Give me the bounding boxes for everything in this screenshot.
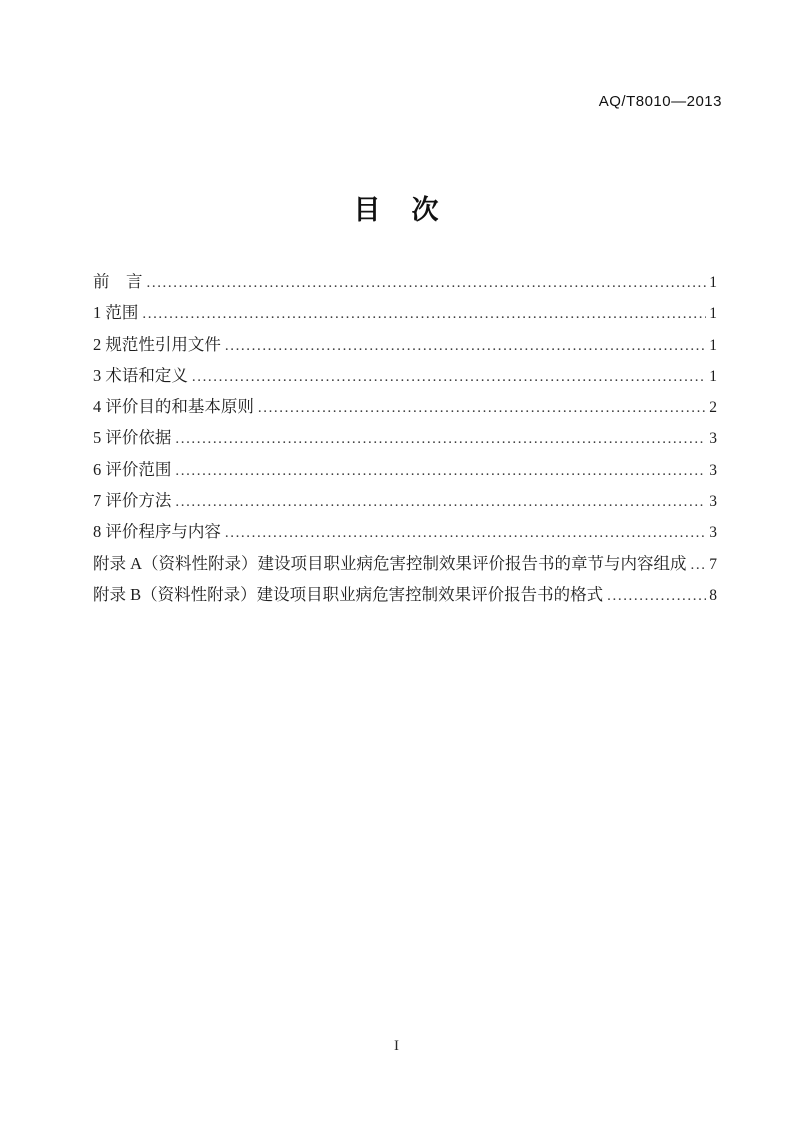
dot-leader xyxy=(175,428,706,448)
toc-entry-label: 4 评价目的和基本原则 xyxy=(93,397,254,417)
toc-entry xyxy=(93,550,717,581)
dot-leader xyxy=(175,460,706,480)
toc-entry-label: 附录 A（资料性附录）建设项目职业病危害控制效果评价报告书的章节与内容组成 xyxy=(93,553,687,573)
toc-entry-page-number: 7 xyxy=(709,555,717,573)
toc-entry xyxy=(93,299,717,330)
toc-entry xyxy=(93,487,717,518)
toc-entry-label: 前 言 xyxy=(93,272,143,291)
toc-entry xyxy=(93,456,717,487)
page-title: 目 次 xyxy=(353,195,441,225)
toc-entry-page-number: 2 xyxy=(709,399,717,417)
toc-entry xyxy=(93,362,717,393)
dot-leader xyxy=(142,303,706,323)
toc-entry-label: 附录 B（资料性附录）建设项目职业病危害控制效果评价报告书的格式 xyxy=(93,584,604,604)
dot-leader xyxy=(192,366,706,386)
toc-entry-label: 3 术语和定义 xyxy=(93,365,188,385)
dot-leader xyxy=(258,397,706,417)
toc-entry-page-number: 1 xyxy=(709,367,717,385)
dot-leader xyxy=(147,272,707,292)
dot-leader xyxy=(607,585,706,605)
table-of-contents xyxy=(93,268,717,612)
toc-entry-label: 5 评价依据 xyxy=(93,428,172,448)
toc-entry xyxy=(93,393,717,424)
toc-entry xyxy=(93,518,717,549)
standard-number-header: AQ/T8010—2013 xyxy=(598,93,722,110)
dot-leader xyxy=(691,554,707,574)
toc-entry-label: 1 范围 xyxy=(93,303,139,323)
toc-entry xyxy=(93,268,717,299)
toc-entry xyxy=(93,581,717,612)
toc-entry-page-number: 3 xyxy=(709,461,717,479)
toc-entry-page-number: 3 xyxy=(709,430,717,448)
toc-entry-label: 7 评价方法 xyxy=(93,491,172,511)
toc-entry-page-number: 1 xyxy=(709,305,717,323)
toc-entry-page-number: 1 xyxy=(709,336,717,354)
footer-page-number: I xyxy=(394,1038,400,1054)
toc-entry-page-number: 8 xyxy=(709,586,717,604)
toc-entry-page-number: 3 xyxy=(709,493,717,511)
toc-entry-page-number: 3 xyxy=(709,524,717,542)
toc-entry xyxy=(93,331,717,362)
dot-leader xyxy=(175,491,706,511)
toc-entry-label: 2 规范性引用文件 xyxy=(93,334,221,354)
toc-entry-label: 8 评价程序与内容 xyxy=(93,522,221,542)
toc-entry xyxy=(93,424,717,455)
toc-entry-page-number: 1 xyxy=(709,274,717,291)
toc-entry-label: 6 评价范围 xyxy=(93,459,172,479)
dot-leader xyxy=(225,335,706,355)
dot-leader xyxy=(225,522,706,542)
